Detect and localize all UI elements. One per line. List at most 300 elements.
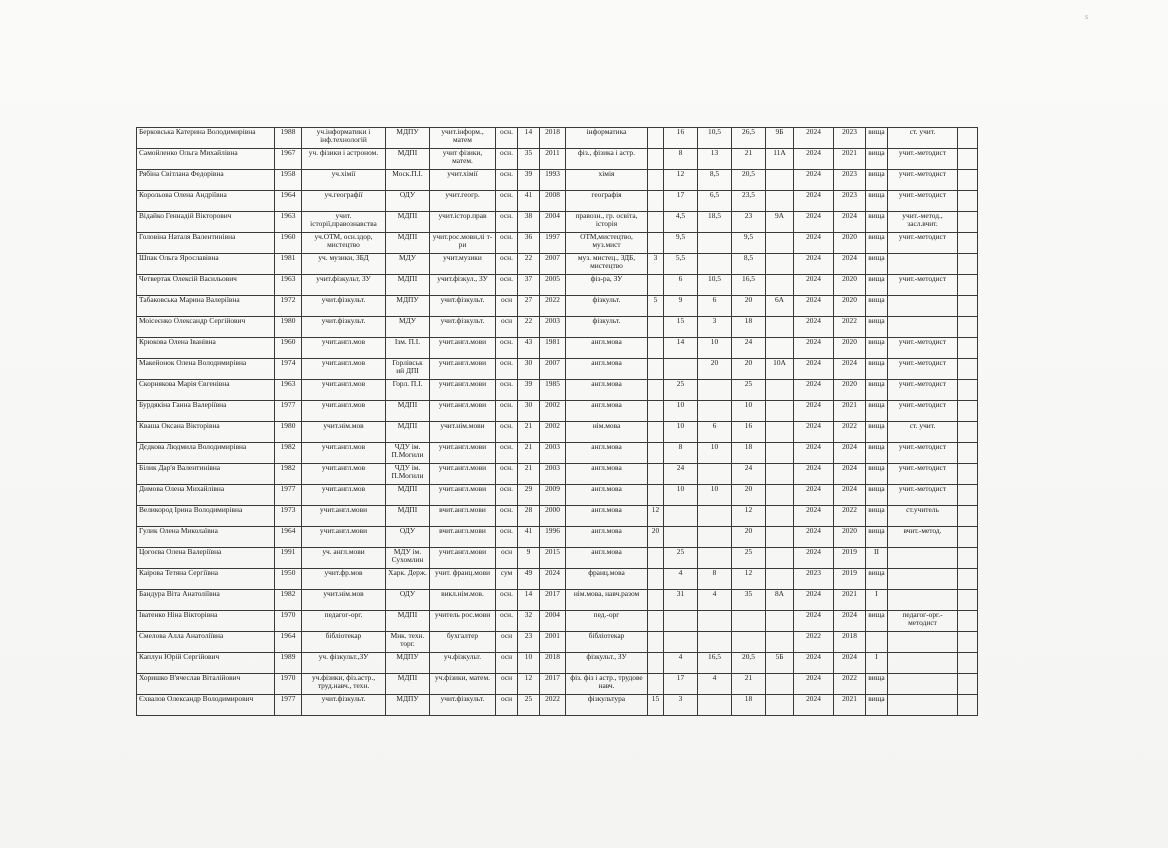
- cell-subject: англ.мова: [566, 401, 648, 422]
- cell-extra: [958, 590, 978, 611]
- cell-birth-year: 1970: [275, 674, 302, 695]
- cell-hours-b: 14: [664, 338, 698, 359]
- cell-hours-a: [648, 212, 664, 233]
- cell-hours-total: 16: [732, 422, 766, 443]
- cell-work-experience: 14: [518, 590, 540, 611]
- cell-work-experience: 41: [518, 191, 540, 212]
- cell-attestation-year: 2024: [794, 380, 834, 401]
- cell-birth-year: 1982: [275, 590, 302, 611]
- table-row: [137, 296, 978, 317]
- cell-specialty: уч.інформатики і інф.технологій: [302, 128, 386, 149]
- table-row: [137, 548, 978, 569]
- cell-employment-type: осн: [496, 317, 518, 338]
- cell-employment-type: осн.: [496, 380, 518, 401]
- cell-hours-a: [648, 632, 664, 653]
- cell-employment-type: осн.: [496, 128, 518, 149]
- cell-subject: фіз. фіз і астр., трудове навч.: [566, 674, 648, 695]
- cell-birth-year: 1960: [275, 233, 302, 254]
- cell-employment-type: осн.: [496, 611, 518, 632]
- cell-hours-a: [648, 359, 664, 380]
- cell-hours-total: 21: [732, 674, 766, 695]
- cell-employment-type: осн.: [496, 443, 518, 464]
- cell-extra: [958, 149, 978, 170]
- cell-specialty: уч. фізкульт.,ЗУ: [302, 653, 386, 674]
- cell-start-year: 2004: [540, 611, 566, 632]
- cell-extra: [958, 485, 978, 506]
- cell-employment-type: осн.: [496, 275, 518, 296]
- cell-hours-c: 16,5: [698, 653, 732, 674]
- cell-title: ст.учитель: [888, 506, 958, 527]
- cell-hours-c: 3: [698, 317, 732, 338]
- table-row: [137, 170, 978, 191]
- cell-full-name: Дєдкова Людмила Володимирівна: [137, 443, 275, 464]
- cell-category: вища: [866, 443, 888, 464]
- cell-hours-a: 15: [648, 695, 664, 716]
- cell-category-year: 2022: [834, 317, 866, 338]
- cell-title: учит.-методист: [888, 443, 958, 464]
- cell-birth-year: 1974: [275, 359, 302, 380]
- table-row: [137, 632, 978, 653]
- cell-subject: географія: [566, 191, 648, 212]
- cell-hours-total: 20: [732, 485, 766, 506]
- cell-category: вища: [866, 695, 888, 716]
- cell-specialty: учит.фізкульт.: [302, 317, 386, 338]
- cell-employment-type: осн.: [496, 359, 518, 380]
- cell-hours-a: [648, 464, 664, 485]
- cell-hours-a: [648, 338, 664, 359]
- cell-hours-b: 4: [664, 569, 698, 590]
- cell-start-year: 1981: [540, 338, 566, 359]
- cell-title: учит.-методист: [888, 338, 958, 359]
- cell-institution: ОДУ: [386, 191, 430, 212]
- cell-institution: МДУ: [386, 317, 430, 338]
- staff-table: [136, 127, 978, 716]
- cell-employment-type: осн: [496, 296, 518, 317]
- cell-qualification: учитель рос.мови: [430, 611, 496, 632]
- cell-hours-b: 24: [664, 464, 698, 485]
- cell-attestation-year: 2024: [794, 149, 834, 170]
- cell-category-year: 2024: [834, 212, 866, 233]
- cell-start-year: 2003: [540, 443, 566, 464]
- cell-employment-type: осн.: [496, 506, 518, 527]
- cell-hours-c: [698, 401, 732, 422]
- cell-start-year: 2018: [540, 653, 566, 674]
- cell-attestation-year: 2024: [794, 317, 834, 338]
- cell-start-year: 2003: [540, 464, 566, 485]
- cell-category-year: 2022: [834, 422, 866, 443]
- cell-attestation-year: 2024: [794, 590, 834, 611]
- cell-subject: ОТМ,мистецтво, муз.мист: [566, 233, 648, 254]
- cell-full-name: Каірова Тетяна Сергіївна: [137, 569, 275, 590]
- cell-specialty: учит.англ.мов: [302, 443, 386, 464]
- cell-qualification: бухгалтер: [430, 632, 496, 653]
- cell-homeroom-class: 10А: [766, 359, 794, 380]
- cell-hours-c: [698, 611, 732, 632]
- cell-specialty: уч.фізики, фіз.астр., труд.навч., техн.: [302, 674, 386, 695]
- cell-hours-total: 24: [732, 464, 766, 485]
- cell-employment-type: осн.: [496, 590, 518, 611]
- cell-attestation-year: 2024: [794, 674, 834, 695]
- cell-birth-year: 1980: [275, 422, 302, 443]
- cell-extra: [958, 401, 978, 422]
- cell-birth-year: 1977: [275, 485, 302, 506]
- cell-hours-a: [648, 611, 664, 632]
- cell-attestation-year: 2024: [794, 506, 834, 527]
- table-row: [137, 506, 978, 527]
- cell-hours-c: 4: [698, 590, 732, 611]
- cell-category: вища: [866, 212, 888, 233]
- cell-work-experience: 49: [518, 569, 540, 590]
- cell-title: педагог-орг.-методист: [888, 611, 958, 632]
- cell-hours-b: 17: [664, 674, 698, 695]
- cell-institution: Горлівськ ий ДПІ: [386, 359, 430, 380]
- cell-employment-type: осн: [496, 695, 518, 716]
- cell-title: [888, 296, 958, 317]
- cell-hours-c: 10: [698, 485, 732, 506]
- cell-institution: Моск.П.І.: [386, 170, 430, 191]
- cell-full-name: Білик Дар'я Валентинівна: [137, 464, 275, 485]
- cell-institution: МДПУ: [386, 653, 430, 674]
- cell-hours-c: 10,5: [698, 275, 732, 296]
- cell-full-name: Моісеєнко Олександр Сергійович: [137, 317, 275, 338]
- cell-full-name: Макейонок Олена Володимирівна: [137, 359, 275, 380]
- cell-title: ст. учит.: [888, 422, 958, 443]
- cell-hours-a: [648, 149, 664, 170]
- cell-specialty: педагог-орг.: [302, 611, 386, 632]
- cell-hours-a: [648, 548, 664, 569]
- cell-employment-type: осн.: [496, 422, 518, 443]
- cell-hours-a: [648, 590, 664, 611]
- cell-work-experience: 39: [518, 380, 540, 401]
- cell-work-experience: 10: [518, 653, 540, 674]
- table-row: [137, 212, 978, 233]
- cell-hours-total: 18: [732, 317, 766, 338]
- cell-homeroom-class: 5Б: [766, 653, 794, 674]
- cell-hours-b: 16: [664, 128, 698, 149]
- cell-extra: [958, 506, 978, 527]
- cell-category: вища: [866, 128, 888, 149]
- cell-hours-b: 17: [664, 191, 698, 212]
- cell-subject: англ.мова: [566, 443, 648, 464]
- cell-hours-b: 3: [664, 695, 698, 716]
- cell-specialty: учит.англ.мов: [302, 338, 386, 359]
- cell-start-year: 2007: [540, 359, 566, 380]
- cell-hours-a: [648, 443, 664, 464]
- cell-work-experience: 43: [518, 338, 540, 359]
- cell-full-name: Корольова Олена Андріївна: [137, 191, 275, 212]
- cell-hours-a: 3: [648, 254, 664, 275]
- cell-work-experience: 39: [518, 170, 540, 191]
- cell-start-year: 1993: [540, 170, 566, 191]
- cell-hours-a: [648, 275, 664, 296]
- table-row: [137, 317, 978, 338]
- cell-qualification: учит.англ.мови: [430, 359, 496, 380]
- cell-category: І: [866, 590, 888, 611]
- table-row: [137, 464, 978, 485]
- cell-specialty: учит. історії,правознавства: [302, 212, 386, 233]
- cell-hours-total: 25: [732, 548, 766, 569]
- cell-institution: МДПІ: [386, 611, 430, 632]
- table-row: [137, 569, 978, 590]
- cell-birth-year: 1964: [275, 191, 302, 212]
- cell-start-year: 2002: [540, 422, 566, 443]
- cell-homeroom-class: 6А: [766, 296, 794, 317]
- cell-birth-year: 1963: [275, 380, 302, 401]
- cell-hours-a: 20: [648, 527, 664, 548]
- cell-start-year: 2000: [540, 506, 566, 527]
- cell-start-year: 2001: [540, 632, 566, 653]
- cell-start-year: 1996: [540, 527, 566, 548]
- cell-extra: [958, 380, 978, 401]
- cell-extra: [958, 191, 978, 212]
- cell-hours-b: 4: [664, 653, 698, 674]
- cell-start-year: 2022: [540, 695, 566, 716]
- cell-start-year: 2009: [540, 485, 566, 506]
- cell-specialty: бібліотекар: [302, 632, 386, 653]
- cell-attestation-year: 2024: [794, 443, 834, 464]
- cell-institution: МДПУ: [386, 296, 430, 317]
- cell-qualification: учит.англ.мови: [430, 380, 496, 401]
- cell-employment-type: осн.: [496, 212, 518, 233]
- cell-hours-a: [648, 569, 664, 590]
- cell-category-year: 2024: [834, 359, 866, 380]
- cell-full-name: Каплун Юрій Сергійович: [137, 653, 275, 674]
- cell-full-name: Іватенко Ніна Вікторівна: [137, 611, 275, 632]
- table-row: [137, 527, 978, 548]
- cell-attestation-year: 2024: [794, 170, 834, 191]
- cell-specialty: уч. музики, ЗБД: [302, 254, 386, 275]
- cell-qualification: учит.геогр.: [430, 191, 496, 212]
- cell-institution: МДПІ: [386, 212, 430, 233]
- cell-full-name: Гулик Олена Миколаївна: [137, 527, 275, 548]
- cell-employment-type: осн.: [496, 338, 518, 359]
- cell-institution: ОДУ: [386, 590, 430, 611]
- cell-homeroom-class: [766, 674, 794, 695]
- cell-birth-year: 1967: [275, 149, 302, 170]
- cell-full-name: Кваша Оксана Вікторівна: [137, 422, 275, 443]
- cell-subject: інформатика: [566, 128, 648, 149]
- cell-extra: [958, 317, 978, 338]
- cell-qualification: учит.істор.прав: [430, 212, 496, 233]
- cell-subject: англ.мова: [566, 485, 648, 506]
- cell-category: вища: [866, 296, 888, 317]
- cell-extra: [958, 422, 978, 443]
- cell-work-experience: 29: [518, 485, 540, 506]
- cell-category-year: 2020: [834, 338, 866, 359]
- cell-category: вища: [866, 191, 888, 212]
- cell-category: вища: [866, 254, 888, 275]
- cell-category: вища: [866, 401, 888, 422]
- table-row: [137, 275, 978, 296]
- cell-qualification: уч.фізики, матем.: [430, 674, 496, 695]
- cell-attestation-year: 2024: [794, 128, 834, 149]
- cell-birth-year: 1988: [275, 128, 302, 149]
- cell-work-experience: 12: [518, 674, 540, 695]
- cell-institution: Харк. Держ.: [386, 569, 430, 590]
- cell-homeroom-class: [766, 233, 794, 254]
- cell-institution: Мик. техн. торг.: [386, 632, 430, 653]
- cell-employment-type: осн: [496, 674, 518, 695]
- cell-hours-a: [648, 674, 664, 695]
- cell-work-experience: 21: [518, 464, 540, 485]
- cell-full-name: Цогоєва Олена Валеріївна: [137, 548, 275, 569]
- cell-qualification: вчит.англ.мови: [430, 506, 496, 527]
- cell-hours-total: 35: [732, 590, 766, 611]
- cell-full-name: Бурдякіна Ганна Валеріївна: [137, 401, 275, 422]
- cell-title: [888, 590, 958, 611]
- cell-work-experience: 21: [518, 422, 540, 443]
- cell-hours-b: 15: [664, 317, 698, 338]
- cell-extra: [958, 548, 978, 569]
- cell-attestation-year: 2024: [794, 653, 834, 674]
- cell-subject: пед.-орг: [566, 611, 648, 632]
- table-row: [137, 149, 978, 170]
- table-row: [137, 191, 978, 212]
- cell-category-year: 2019: [834, 569, 866, 590]
- cell-title: учит.-методист: [888, 401, 958, 422]
- cell-title: [888, 674, 958, 695]
- cell-hours-b: 25: [664, 380, 698, 401]
- cell-category-year: 2021: [834, 401, 866, 422]
- table-row: [137, 695, 978, 716]
- cell-category-year: 2019: [834, 548, 866, 569]
- cell-specialty: учит.англ.мов: [302, 401, 386, 422]
- cell-hours-b: 10: [664, 401, 698, 422]
- cell-specialty: учит.фізкульт.: [302, 695, 386, 716]
- cell-category: вища: [866, 338, 888, 359]
- cell-start-year: 2002: [540, 401, 566, 422]
- cell-title: учит.-методист: [888, 464, 958, 485]
- cell-homeroom-class: [766, 506, 794, 527]
- cell-work-experience: 30: [518, 401, 540, 422]
- cell-qualification: учит.музики: [430, 254, 496, 275]
- cell-birth-year: 1964: [275, 632, 302, 653]
- cell-institution: ОДУ: [386, 527, 430, 548]
- cell-subject: фізкульт., ЗУ: [566, 653, 648, 674]
- cell-hours-c: [698, 464, 732, 485]
- cell-work-experience: 9: [518, 548, 540, 569]
- cell-extra: [958, 296, 978, 317]
- cell-employment-type: осн: [496, 632, 518, 653]
- cell-category: вища: [866, 170, 888, 191]
- cell-hours-c: 4: [698, 674, 732, 695]
- cell-hours-c: 13: [698, 149, 732, 170]
- cell-extra: [958, 674, 978, 695]
- cell-qualification: уч.фізкульт.: [430, 653, 496, 674]
- cell-attestation-year: 2024: [794, 464, 834, 485]
- cell-subject: англ.мова: [566, 380, 648, 401]
- cell-category: вища: [866, 422, 888, 443]
- cell-specialty: учит.англ.мов: [302, 485, 386, 506]
- cell-full-name: Бандура Віта Анатоліївна: [137, 590, 275, 611]
- cell-institution: МДПІ: [386, 149, 430, 170]
- cell-title: учит.-методист: [888, 191, 958, 212]
- cell-specialty: уч.хімії: [302, 170, 386, 191]
- cell-category: І: [866, 653, 888, 674]
- cell-homeroom-class: [766, 317, 794, 338]
- cell-institution: МДПІ: [386, 401, 430, 422]
- cell-institution: Ізм. П.І.: [386, 338, 430, 359]
- cell-hours-a: [648, 191, 664, 212]
- cell-subject: англ.мова: [566, 506, 648, 527]
- cell-qualification: учит.фізкульт.: [430, 317, 496, 338]
- cell-subject: франц.мова: [566, 569, 648, 590]
- cell-attestation-year: 2024: [794, 401, 834, 422]
- cell-specialty: уч.географії: [302, 191, 386, 212]
- cell-attestation-year: 2024: [794, 338, 834, 359]
- cell-full-name: Рябіна Світлана Федорівна: [137, 170, 275, 191]
- cell-start-year: 2007: [540, 254, 566, 275]
- cell-start-year: 2022: [540, 296, 566, 317]
- cell-title: ст. учит.: [888, 128, 958, 149]
- cell-hours-c: 10: [698, 338, 732, 359]
- cell-attestation-year: 2024: [794, 695, 834, 716]
- cell-category: вища: [866, 527, 888, 548]
- cell-institution: МДПІ: [386, 506, 430, 527]
- cell-homeroom-class: [766, 422, 794, 443]
- cell-full-name: Четвертак Олексій Васильович: [137, 275, 275, 296]
- table-row: [137, 422, 978, 443]
- table-row: [137, 380, 978, 401]
- cell-attestation-year: 2024: [794, 611, 834, 632]
- cell-employment-type: осн.: [496, 401, 518, 422]
- cell-qualification: учит.хімії: [430, 170, 496, 191]
- cell-hours-c: 18,5: [698, 212, 732, 233]
- cell-hours-b: [664, 506, 698, 527]
- cell-category: вища: [866, 359, 888, 380]
- cell-birth-year: 1950: [275, 569, 302, 590]
- cell-attestation-year: 2024: [794, 233, 834, 254]
- cell-extra: [958, 569, 978, 590]
- cell-attestation-year: 2023: [794, 569, 834, 590]
- cell-specialty: учит.фізкульт.: [302, 296, 386, 317]
- cell-specialty: учит.англ.мови: [302, 506, 386, 527]
- cell-homeroom-class: 9Б: [766, 128, 794, 149]
- cell-subject: фіз-ра, ЗУ: [566, 275, 648, 296]
- cell-hours-total: 25: [732, 380, 766, 401]
- cell-title: [888, 317, 958, 338]
- cell-full-name: Єхвалов Олександр Володимирович: [137, 695, 275, 716]
- cell-extra: [958, 464, 978, 485]
- cell-extra: [958, 695, 978, 716]
- cell-hours-c: 6,5: [698, 191, 732, 212]
- cell-institution: МДПІ: [386, 275, 430, 296]
- cell-title: [888, 632, 958, 653]
- cell-title: учит.-методист: [888, 380, 958, 401]
- cell-hours-c: [698, 380, 732, 401]
- cell-subject: нім.мова, навч.разом: [566, 590, 648, 611]
- cell-title: учит.-методист: [888, 170, 958, 191]
- cell-qualification: учит.фізкульт.: [430, 695, 496, 716]
- cell-full-name: Димова Олена Михайлівна: [137, 485, 275, 506]
- cell-institution: Горл. П.І.: [386, 380, 430, 401]
- cell-hours-b: 5,5: [664, 254, 698, 275]
- cell-homeroom-class: [766, 548, 794, 569]
- cell-hours-total: 16,5: [732, 275, 766, 296]
- cell-hours-total: [732, 632, 766, 653]
- cell-qualification: вчит.англ.мови: [430, 527, 496, 548]
- cell-employment-type: осн.: [496, 464, 518, 485]
- cell-institution: МДПІ: [386, 485, 430, 506]
- cell-hours-b: 4,5: [664, 212, 698, 233]
- cell-category-year: 2021: [834, 695, 866, 716]
- cell-category-year: 2020: [834, 527, 866, 548]
- cell-start-year: 2004: [540, 212, 566, 233]
- cell-homeroom-class: 9А: [766, 212, 794, 233]
- cell-birth-year: 1980: [275, 317, 302, 338]
- cell-homeroom-class: [766, 338, 794, 359]
- cell-hours-c: 10,5: [698, 128, 732, 149]
